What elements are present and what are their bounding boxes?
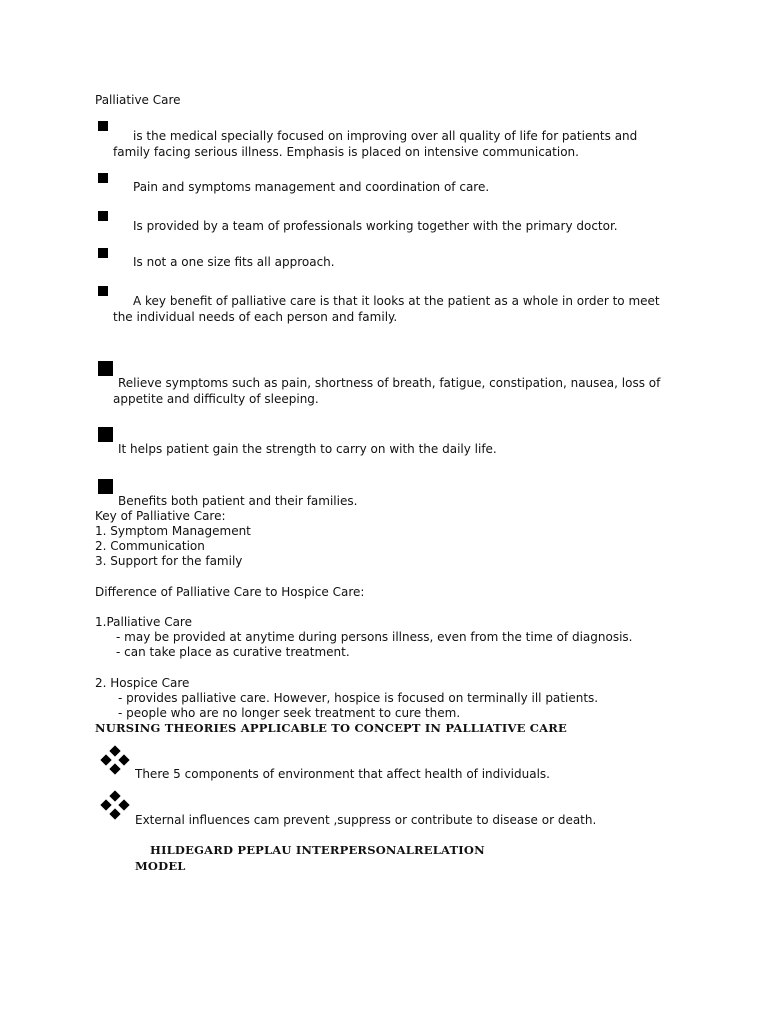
- bullet-text: A key benefit of palliative care is that it looks at the patient as a whole in order to meet: [133, 294, 660, 308]
- square-bullet-icon: [98, 173, 108, 183]
- model-heading: MODEL: [135, 859, 186, 873]
- list-item: 3. Support for the family: [95, 554, 243, 568]
- bullet-text: the individual needs of each person and family.: [113, 310, 398, 324]
- diamond-bullet-icon: [98, 746, 132, 780]
- bullet-text: External influences cam prevent ,suppress or contribute to disease or death.: [135, 813, 597, 827]
- palliative-title: 1.Palliative Care: [95, 615, 192, 629]
- bullet-text: Benefits both patient and their families.: [118, 494, 358, 508]
- bullet-text: Relieve symptoms such as pain, shortness of breath, fatigue, constipation, nausea, loss of: [118, 376, 661, 390]
- square-bullet-icon: [98, 121, 108, 131]
- hospice-title: 2. Hospice Care: [95, 676, 190, 690]
- bullet-text: appetite and difficulty of sleeping.: [113, 392, 319, 406]
- square-bullet-icon: [98, 248, 108, 258]
- list-item: - provides palliative care. However, hospice is focused on terminally ill patients.: [118, 691, 599, 705]
- list-item: - may be provided at anytime during persons illness, even from the time of diagnosis.: [116, 630, 633, 644]
- square-bullet-icon: [98, 361, 113, 376]
- bullet-text: Pain and symptoms management and coordination of care.: [133, 180, 490, 194]
- bullet-text: It helps patient gain the strength to carry on with the daily life.: [118, 442, 497, 456]
- square-bullet-icon: [98, 479, 113, 494]
- list-item: - people who are no longer seek treatment to cure them.: [118, 706, 461, 720]
- bullet-text: family facing serious illness. Emphasis is placed on intensive communication.: [113, 145, 579, 159]
- square-bullet-icon: [98, 286, 108, 296]
- model-heading: HILDEGARD PEPLAU INTERPERSONALRELATION: [150, 843, 485, 857]
- list-item: 1. Symptom Management: [95, 524, 251, 538]
- list-item: - can take place as curative treatment.: [116, 645, 350, 659]
- difference-heading: Difference of Palliative Care to Hospice Care:: [95, 585, 365, 599]
- list-item: 2. Communication: [95, 539, 205, 553]
- bullet-text: There 5 components of environment that affect health of individuals.: [135, 767, 550, 781]
- bullet-text: Is provided by a team of professionals working together with the primary doctor.: [133, 219, 618, 233]
- square-bullet-icon: [98, 211, 108, 221]
- diamond-bullet-icon: [98, 791, 132, 825]
- square-bullet-icon: [98, 427, 113, 442]
- page-title: Palliative Care: [95, 93, 181, 107]
- bullet-text: Is not a one size fits all approach.: [133, 255, 335, 269]
- key-heading: Key of Palliative Care:: [95, 509, 226, 523]
- nursing-heading: NURSING THEORIES APPLICABLE TO CONCEPT IN PALLIATIVE CARE: [95, 721, 567, 735]
- bullet-text: is the medical specially focused on improving over all quality of life for patients and: [133, 129, 638, 143]
